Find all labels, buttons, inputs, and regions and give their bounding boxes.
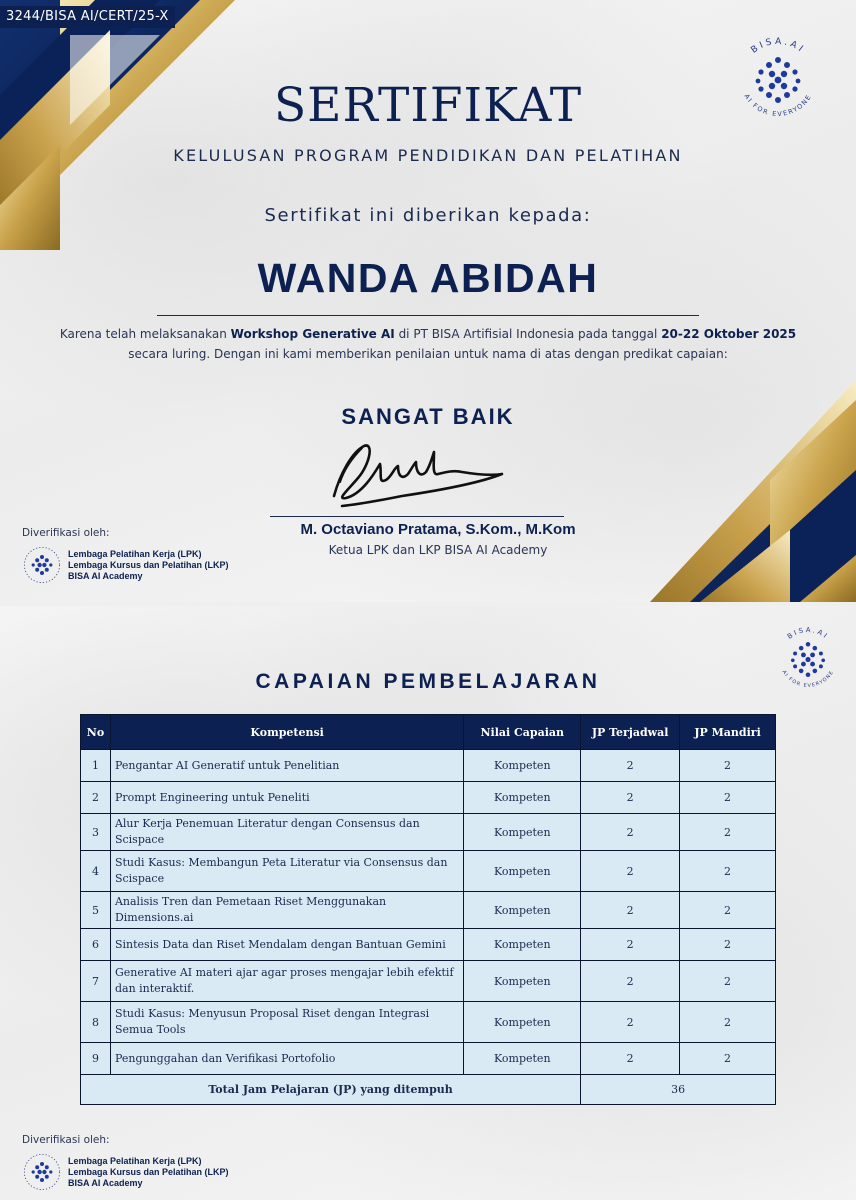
row-jp-mandiri: 2 <box>680 961 776 1002</box>
row-kompetensi: Studi Kasus: Membangun Peta Literatur via Consensus dan Scispace <box>110 851 463 892</box>
table-header-row <box>81 715 776 750</box>
row-jp-terjadwal: 2 <box>581 782 680 814</box>
row-kompetensi: Generative AI materi ajar agar proses mengajar lebih efektif dan interaktif. <box>110 961 463 1002</box>
table-total-row <box>81 1075 776 1105</box>
certificate-subtitle: KELULUSAN PROGRAM PENDIDIKAN DAN PELATIHAN <box>173 146 683 165</box>
table-row <box>81 1043 776 1075</box>
bisa-ai-small-logo <box>22 545 62 585</box>
row-nilai: Kompeten <box>464 961 581 1002</box>
row-nilai: Kompeten <box>464 929 581 961</box>
row-nilai: Kompeten <box>464 851 581 892</box>
verify-line-lpk: Lembaga Pelatihan Kerja (LPK) <box>68 1155 202 1166</box>
certificate-title: SERTIFIKAT <box>273 78 583 133</box>
verify-line-academy: BISA AI Academy <box>68 570 143 581</box>
row-jp-mandiri: 2 <box>680 782 776 814</box>
row-jp-terjadwal: 2 <box>581 961 680 1002</box>
svg-text:BISA.AI: BISA.AI <box>749 36 807 56</box>
verify-line-lpk: Lembaga Pelatihan Kerja (LPK) <box>68 548 202 559</box>
row-no: 9 <box>81 1043 111 1075</box>
row-jp-mandiri: 2 <box>680 892 776 929</box>
certificate-number: 3244/BISA AI/CERT/25-X <box>0 6 175 28</box>
header-no: No <box>81 715 111 750</box>
signature-image <box>322 434 512 514</box>
table-row <box>81 1002 776 1043</box>
verify-line-lkp: Lembaga Kursus dan Pelatihan (LKP) <box>68 559 229 570</box>
body-prefix: Karena telah melaksanakan <box>59 327 231 341</box>
row-jp-mandiri: 2 <box>680 851 776 892</box>
row-nilai: Kompeten <box>464 1002 581 1043</box>
achievement-predicate: SANGAT BAIK <box>341 404 515 429</box>
table-row <box>81 750 776 782</box>
row-jp-terjadwal: 2 <box>581 851 680 892</box>
row-jp-terjadwal: 2 <box>581 1043 680 1075</box>
verification-label: Diverifikasi oleh: <box>22 1134 110 1146</box>
given-to-label: Sertifikat ini diberikan kepada: <box>264 205 592 226</box>
signer-name: M. Octaviano Pratama, S.Kom., M.Kom <box>300 521 576 538</box>
row-jp-mandiri: 2 <box>680 750 776 782</box>
program-name: Workshop Generative AI <box>230 327 395 341</box>
row-kompetensi: Studi Kasus: Menyusun Proposal Riset dengan Integrasi Semua Tools <box>110 1002 463 1043</box>
row-no: 4 <box>81 851 111 892</box>
row-jp-terjadwal: 2 <box>581 750 680 782</box>
svg-text:AI FOR EVERYONE: AI FOR EVERYONE <box>780 669 836 689</box>
table-row <box>81 851 776 892</box>
row-no: 7 <box>81 961 111 1002</box>
body-mid: di PT BISA Artifisial Indonesia pada tanggal <box>394 327 662 341</box>
row-nilai: Kompeten <box>464 782 581 814</box>
bisa-ai-small-logo <box>22 1152 62 1192</box>
verification-block <box>22 527 229 585</box>
row-no: 5 <box>81 892 111 929</box>
row-no: 2 <box>81 782 111 814</box>
verify-line-lkp: Lembaga Kursus dan Pelatihan (LKP) <box>68 1166 229 1177</box>
body-line2: secara luring. Dengan ini kami memberikan penilaian untuk nama di atas dengan predikat capaian: <box>128 347 728 361</box>
row-jp-terjadwal: 2 <box>581 814 680 851</box>
row-nilai: Kompeten <box>464 814 581 851</box>
verification-label: Diverifikasi oleh: <box>22 527 110 539</box>
total-label: Total Jam Pelajaran (JP) yang ditempuh <box>81 1075 581 1105</box>
row-kompetensi: Analisis Tren dan Pemetaan Riset Menggunakan Dimensions.ai <box>110 892 463 929</box>
header-kompetensi: Kompetensi <box>110 715 463 750</box>
row-nilai: Kompeten <box>464 1043 581 1075</box>
row-jp-terjadwal: 2 <box>581 892 680 929</box>
row-nilai: Kompeten <box>464 750 581 782</box>
table-row <box>81 782 776 814</box>
learning-outcomes-title: CAPAIAN PEMBELAJARAN <box>255 670 601 693</box>
row-nilai: Kompeten <box>464 892 581 929</box>
signature-line <box>270 516 564 517</box>
verify-line-academy: BISA AI Academy <box>68 1177 143 1188</box>
row-jp-mandiri: 2 <box>680 929 776 961</box>
row-kompetensi: Sintesis Data dan Riset Mendalam dengan Bantuan Gemini <box>110 929 463 961</box>
table-row <box>81 892 776 929</box>
row-jp-mandiri: 2 <box>680 814 776 851</box>
svg-text:AI FOR EVERYONE: AI FOR EVERYONE <box>742 92 814 119</box>
header-jp-mandiri: JP Mandiri <box>680 715 776 750</box>
competency-table <box>80 714 776 1105</box>
total-value: 36 <box>581 1075 776 1105</box>
row-jp-terjadwal: 2 <box>581 1002 680 1043</box>
signer-role: Ketua LPK dan LKP BISA AI Academy <box>328 543 548 557</box>
row-jp-terjadwal: 2 <box>581 929 680 961</box>
row-kompetensi: Prompt Engineering untuk Peneliti <box>110 782 463 814</box>
row-no: 8 <box>81 1002 111 1043</box>
header-nilai-capaian: Nilai Capaian <box>464 715 581 750</box>
row-no: 1 <box>81 750 111 782</box>
table-row <box>81 929 776 961</box>
header-jp-terjadwal: JP Terjadwal <box>581 715 680 750</box>
verification-block-page2 <box>22 1134 229 1192</box>
svg-text:BISA.AI: BISA.AI <box>785 626 831 641</box>
row-kompetensi: Pengantar AI Generatif untuk Penelitian <box>110 750 463 782</box>
certificate-body <box>40 324 816 364</box>
table-row <box>81 814 776 851</box>
recipient-name: WANDA ABIDAH <box>257 255 599 301</box>
learning-outcomes-page <box>0 606 856 1200</box>
row-kompetensi: Alur Kerja Penemuan Literatur dengan Consensus dan Scispace <box>110 814 463 851</box>
row-jp-mandiri: 2 <box>680 1002 776 1043</box>
table-row <box>81 961 776 1002</box>
row-no: 3 <box>81 814 111 851</box>
row-jp-mandiri: 2 <box>680 1043 776 1075</box>
program-date: 20-22 Oktober 2025 <box>661 327 797 341</box>
row-no: 6 <box>81 929 111 961</box>
name-divider <box>157 315 699 316</box>
row-kompetensi: Pengunggahan dan Verifikasi Portofolio <box>110 1043 463 1075</box>
